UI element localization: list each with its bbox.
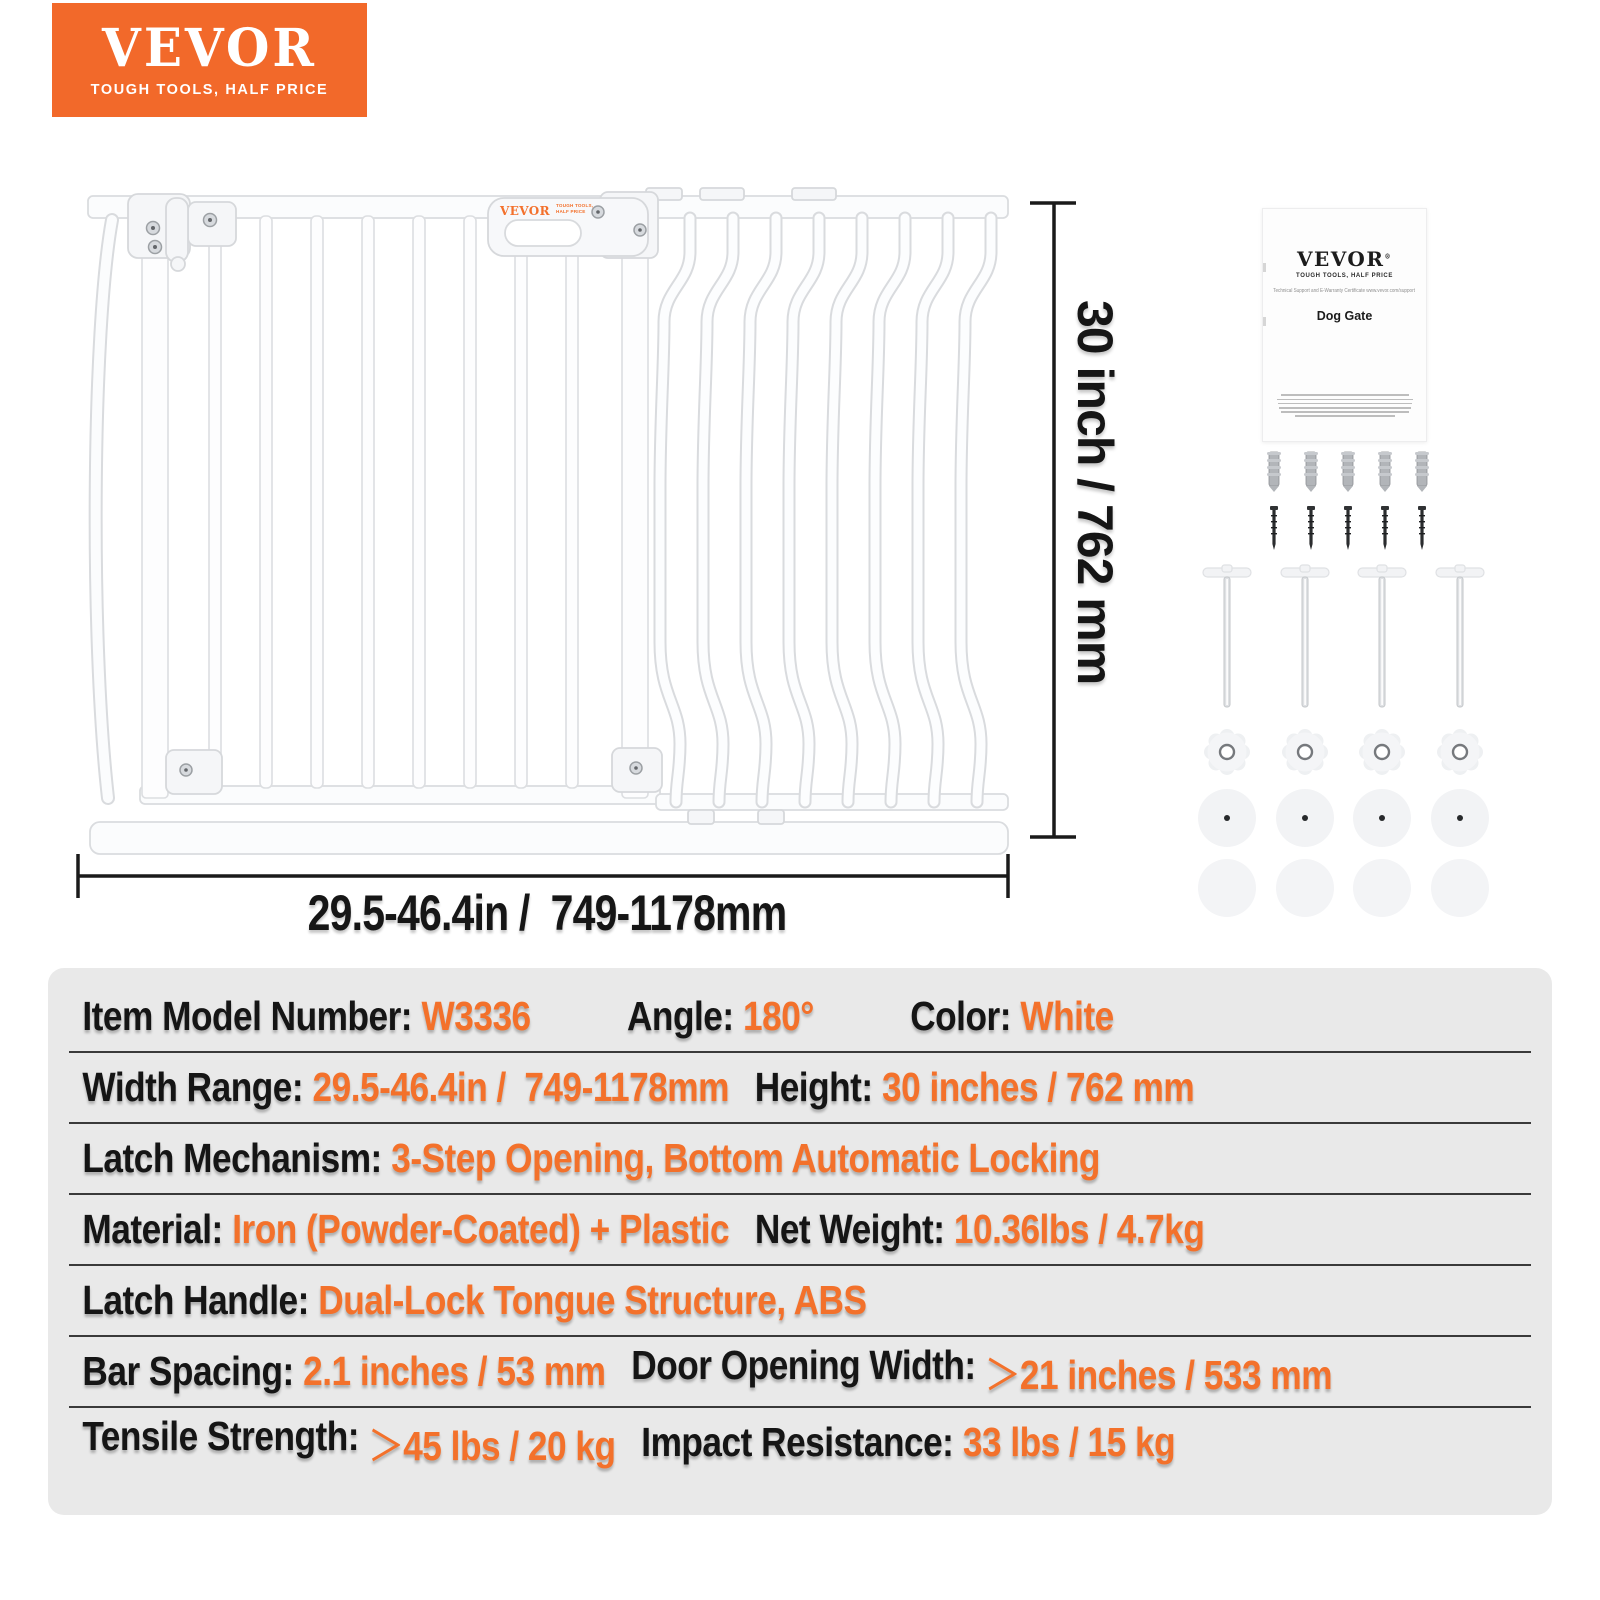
manual-fine-print-lines <box>1277 394 1413 417</box>
instruction-manual <box>1262 208 1427 442</box>
handle-grip-cutout <box>505 220 581 246</box>
spec-row-size <box>48 1053 1341 1122</box>
screw-icons <box>1270 506 1426 550</box>
mounting-knob-icons <box>1204 729 1483 775</box>
spec-label: Width Range: <box>82 1064 304 1110</box>
rail-clip <box>700 188 744 200</box>
spec-label: Impact Resistance: <box>641 1419 954 1465</box>
spec-label: Height: <box>754 1064 873 1110</box>
extension-wavy-bars <box>660 218 991 802</box>
manual-support-line: Technical Support and E-Warranty Certificate www.vevor.com/support <box>1273 288 1416 294</box>
manual-tagline: TOUGH TOOLS, HALF PRICE <box>1296 273 1393 279</box>
spec-label: Material: <box>82 1206 223 1252</box>
manual-brand: VEVOR® <box>1297 247 1392 271</box>
spec-row-latch-handle <box>48 1266 1341 1335</box>
bottom-latch-bracket <box>612 748 662 792</box>
manual-binding-mark <box>1263 317 1266 326</box>
latch-handle <box>488 192 658 258</box>
height-dimension-label: 30 inch / 762 mm <box>1067 300 1123 685</box>
spec-value: White <box>1020 993 1114 1039</box>
vevor-logo <box>52 3 367 117</box>
spec-label: Latch Handle: <box>82 1277 309 1323</box>
spec-row-material <box>48 1195 1341 1264</box>
wall-anchor-icons <box>1267 452 1429 492</box>
base-clip <box>688 810 714 824</box>
spec-value: 33 lbs / 15 kg <box>962 1419 1176 1465</box>
wall-cup-icons <box>1198 789 1489 847</box>
handle-tagline-text: TOUGH TOOLS, <box>556 203 594 208</box>
spec-row-latch-mechanism <box>48 1124 1341 1193</box>
spec-table <box>48 968 1552 1515</box>
spec-row-strength <box>48 1408 1341 1477</box>
left-outer-bar <box>96 220 112 798</box>
bottom-hinge <box>166 750 222 794</box>
spec-row-bar-spacing <box>48 1337 1341 1406</box>
brand-tagline: TOUGH TOOLS, HALF PRICE <box>90 81 329 98</box>
spec-label: Latch Mechanism: <box>82 1135 382 1181</box>
spec-label: Color: <box>910 993 1011 1039</box>
spec-value: Dual-Lock Tongue Structure, ABS <box>318 1277 867 1323</box>
spec-value: 29.5-46.4in / 749-1178mm <box>312 1064 729 1110</box>
spec-label: Bar Spacing: <box>82 1348 294 1394</box>
manual-binding-mark <box>1263 263 1266 272</box>
extension-bottom-rail <box>656 794 1008 810</box>
registered-mark: ® <box>1384 253 1392 261</box>
spec-value: W3336 <box>421 993 531 1039</box>
spec-label: Door Opening Width: <box>631 1342 976 1388</box>
spec-value: ＞45 lbs / 20 kg <box>368 1423 616 1469</box>
handle-tagline-text: HALF PRICE <box>556 209 586 214</box>
spec-value: 10.36lbs / 4.7kg <box>953 1206 1205 1252</box>
latch-gate-post <box>622 214 648 798</box>
door-bars <box>209 216 578 788</box>
spec-label: Net Weight: <box>754 1206 945 1252</box>
spec-value: ＞21 inches / 533 mm <box>985 1352 1333 1398</box>
mounting-hardware-kit <box>1180 440 1520 940</box>
spec-label: Angle: <box>626 993 734 1039</box>
rail-clip <box>792 188 836 200</box>
spec-label: Tensile Strength: <box>82 1413 359 1459</box>
spec-value: 3-Step Opening, Bottom Automatic Locking <box>391 1135 1100 1181</box>
dog-gate-illustration <box>60 180 1140 970</box>
threaded-rod-icons <box>1203 565 1484 707</box>
manual-title: Dog Gate <box>1316 309 1373 323</box>
gate-base-bar <box>90 822 1008 854</box>
wall-pad-icons <box>1198 859 1489 917</box>
spec-label: Item Model Number: <box>82 993 413 1039</box>
brand-name: VEVOR <box>102 16 317 78</box>
spec-value: 180° <box>743 993 814 1039</box>
base-clip <box>758 810 784 824</box>
handle-brand-text: VEVOR <box>500 204 550 218</box>
spec-value: Iron (Powder-Coated) + Plastic <box>232 1206 730 1252</box>
left-gate-post <box>142 214 168 798</box>
spec-value: 30 inches / 762 mm <box>882 1064 1195 1110</box>
spec-row-model <box>48 982 1341 1051</box>
spec-value: 2.1 inches / 53 mm <box>303 1348 606 1394</box>
width-dimension-label: 29.5-46.4in / 749-1178mm <box>307 885 787 941</box>
